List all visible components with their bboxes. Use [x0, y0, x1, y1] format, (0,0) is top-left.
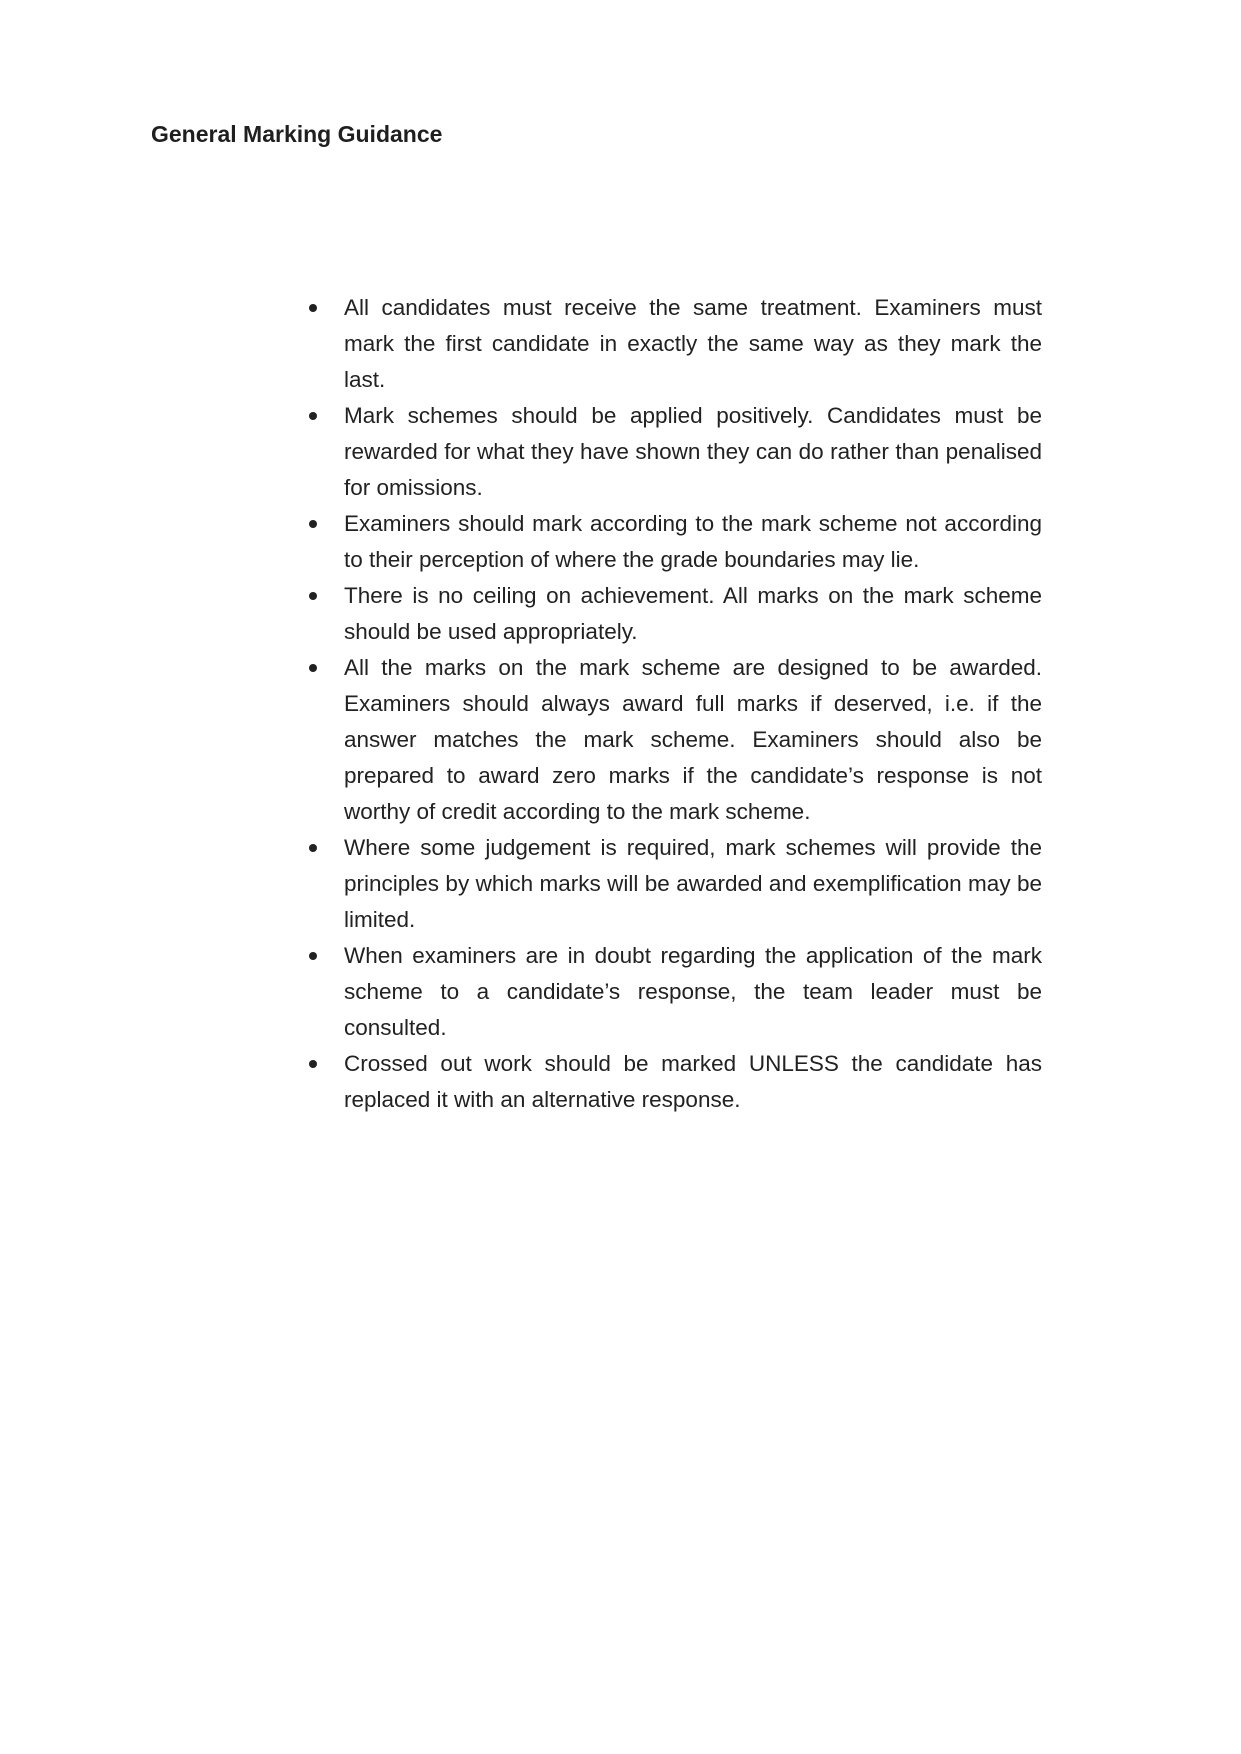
guidance-item-text: All candidates must receive the same treatment. Examiners must mark the first candidate in exactly the same way as they mark the last.: [344, 295, 1042, 392]
guidance-item-text: Where some judgement is required, mark schemes will provide the principles by which marks will be awarded and exemplification may be limited.: [344, 835, 1042, 932]
guidance-item-5: [302, 650, 1042, 830]
guidance-item-text: All the marks on the mark scheme are designed to be awarded. Examiners should always award full marks if deserved, i.e. if the answer matches the mark scheme. Examiners should also be prepared to award zero marks if the candidate’s response is not worthy of credit according to the mark scheme.: [344, 655, 1042, 824]
guidance-item-text: When examiners are in doubt regarding the application of the mark scheme to a candidate’s response, the team leader must be consulted.: [344, 943, 1042, 1040]
guidance-item-4: [302, 578, 1042, 650]
guidance-item-3: [302, 506, 1042, 578]
bullet-icon: [309, 952, 317, 960]
bullet-icon: [309, 844, 317, 852]
guidance-item-6: [302, 830, 1042, 938]
bullet-icon: [309, 592, 317, 600]
bullet-icon: [309, 1060, 317, 1068]
guidance-item-text: Crossed out work should be marked UNLESS the candidate has replaced it with an alternative response.: [344, 1051, 1042, 1112]
guidance-item-2: [302, 398, 1042, 506]
guidance-list: [302, 290, 1042, 1118]
page-title: General Marking Guidance: [151, 121, 443, 147]
bullet-icon: [309, 412, 317, 420]
bullet-icon: [309, 664, 317, 672]
guidance-item-7: [302, 938, 1042, 1046]
bullet-icon: [309, 304, 317, 312]
guidance-item-text: Examiners should mark according to the mark scheme not according to their perception of where the grade boundaries may lie.: [344, 511, 1042, 572]
guidance-item-text: Mark schemes should be applied positively. Candidates must be rewarded for what they have shown they can do rather than penalised for omissions.: [344, 403, 1042, 500]
bullet-icon: [309, 520, 317, 528]
guidance-item-1: [302, 290, 1042, 398]
guidance-item-text: There is no ceiling on achievement. All marks on the mark scheme should be used appropriately.: [344, 583, 1042, 644]
guidance-item-8: [302, 1046, 1042, 1118]
